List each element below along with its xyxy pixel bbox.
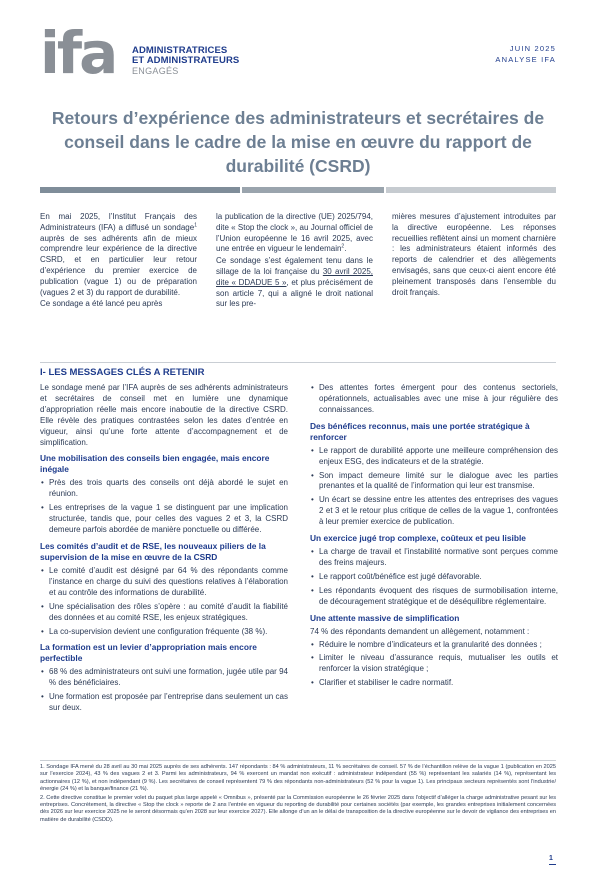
bullet-list [310, 640, 558, 690]
logo-line-3: ENGAGÉS [132, 66, 179, 76]
list-item: • Son impact demeure limité sur le dialogue avec les parties prenantes et la qualité de l’information qui leur est transmise. [310, 471, 558, 493]
list-item: • Un écart se dessine entre les attentes des entreprises des vagues 2 et 3 et le retour plus critique de celles de la vague 1, confrontées à leur premier exercice de publication. [310, 495, 558, 528]
list-item: • Le rapport coût/bénéfice est jugé défavorable. [310, 572, 558, 583]
section-intro: Le sondage mené par l’IFA auprès de ses adhérents administrateurs et secrétaires de conseil met en lumière une dynamique d’appropriation réelle mais encore inaboutie de la directive CSRD. Elle révèle des pratiques contrastées selon les dates d’entrée en vigueur, ainsi qu’une forte attente d’accompagnement et de simplification. [40, 383, 288, 447]
list-item: • Près des trois quarts des conseils ont déjà abordé le sujet en réunion. [40, 478, 288, 500]
list-item: • Les entreprises de la vague 1 se distinguent par une implication structurée, tandis que, pour celles des vagues 2 et 3, la CSRD demeure parfois abordée de manière ponctuelle ou différée. [40, 503, 288, 536]
footnote-ref-2: 2 [341, 243, 345, 250]
bullet-list [310, 446, 558, 528]
logo-line-2: ET ADMINISTRATEURS [132, 55, 240, 66]
list-item: • Réduire le nombre d’indicateurs et la granularité des données ; [310, 640, 558, 651]
footnote-divider [40, 760, 556, 761]
page-title: Retours d’expérience des administrateurs et secrétaires de conseil dans le cadre de la mise en œuvre du rapport de durabilité (CSRD) [51, 108, 545, 176]
date-block [495, 43, 556, 65]
list-item: • 68 % des administrateurs ont suivi une formation, jugée utile par 94 % des bénéficiaires. [40, 667, 288, 689]
page-number: 1 [549, 855, 553, 862]
intro-column-3 [392, 212, 556, 299]
intro-column-1 [40, 212, 197, 311]
list-item: • Une spécialisation des rôles s’opère : au comité d’audit la fiabilité des données et au comité RSE, les enjeux stratégiques. [40, 602, 288, 624]
bullet-list [310, 547, 558, 608]
footnote-2: 2. Cette directive constitue le premier volet du paquet plus large appelé « Omnibus », présenté par la Commission européenne le 26 février 2025 dans l’objectif d’alléger la charge administrative pesant sur les entreprises. Concrètement, la directive « Stop the clock » reporte de 2 ans l’entrée en vigueur du reporting de durabilité pour certaines sociétés (par exemple, les grandes entreprises initialement concernées dès 2026 sur leur exercice 2025 ne le seront désormais qu’en 2028 sur leur exercice 2027). Elle allonge d’un an le délai de transposition de la directive européenne sur le devoir de vigilance des entreprises en matière de durabilité (CSDD). [40, 794, 556, 823]
bullet-list [40, 566, 288, 637]
footnote-ref-1: 1 [194, 222, 197, 229]
publication-date: JUIN 2025 [509, 44, 556, 53]
intro-paragraph: Ce sondage a été lancé peu après [40, 299, 163, 309]
list-item: • Le comité d’audit est désigné par 64 % des répondants comme l’instance en charge du suivi des questions relatives à l’élaboration et au contrôle des informations de durabilité. [40, 566, 288, 599]
divider-bar-2 [242, 187, 384, 193]
publication-series: ANALYSE IFA [495, 55, 556, 64]
subheading: La formation est un levier d’appropriation mais encore perfectible [40, 642, 257, 664]
key-messages-left-column [40, 383, 288, 717]
bullet-list [310, 383, 558, 416]
list-item: • Les répondants évoquent des risques de surmobilisation interne, de découragement stratégique et de déséquilibre réglementaire. [310, 586, 558, 608]
list-item: • Une formation est proposée par l’entreprise dans seulement un cas sur deux. [40, 692, 288, 714]
key-messages-right-column [310, 383, 558, 692]
section-divider [40, 362, 556, 363]
bullet-list [40, 667, 288, 714]
intro-paragraph: mières mesures d’ajustement introduites par la directive européenne. Les réponses recueillies reflètent ainsi un moment charnière : les administrateurs étaient informés des reports de calendrier et des allègements envisagés, sans que ceux-ci aient encore été pleinement transposés dans l’ensemble du droit français. [392, 212, 556, 297]
section-title: I- LES MESSAGES CLÉS A RETENIR [40, 367, 205, 378]
intro-column-2 [216, 212, 373, 311]
subheading-intro: 74 % des répondants demandent un allègement, notamment : [310, 626, 530, 636]
list-item: • Clarifier et stabiliser le cadre normatif. [310, 678, 558, 689]
divider-bar-1 [40, 187, 240, 193]
logo-mark: ifa [40, 19, 116, 87]
subheading: Une mobilisation des conseils bien engagée, mais encore inégale [40, 453, 270, 475]
page-number-underline [549, 864, 556, 865]
intro-paragraph: Ce sondage s’est également tenu dans le sillage de la loi française du 30 avril 2025, dite « DDADUE 5 », et plus précisément de son article 7, qui a aligné le droit national sur les pre- [216, 256, 374, 309]
ddadue-link[interactable]: 30 avril 2025, dite « DDADUE 5 » [216, 266, 373, 287]
intro-paragraph: la publication de la directive (UE) 2025/794, dite « Stop the clock », au Journal officiel de l’Union européenne le 16 avril 2025, avec une entrée en vigueur le lendemain$^2$. [216, 212, 373, 254]
footnote-1: 1. Sondage IFA mené du 28 avril au 30 mai 2025 auprès de ses adhérents. 147 répondants : 84 % administrateurs, 11 % secrétaires de conseil. 57 % de l’échantillon relève de la vague 1 (publication en 2025 sur l’exercice 2024), 43 % des vagues 2 et 3. Parmi les administrateurs, 94 % exercent un mandat non exécutif : administrateur indépendant (55 %) représentant les salariés (14 %), représentant les actionnaires (12 %), et non indépendant (9 %). Les secrétaires de conseil représentent 79 % des répondants non-administrateurs (52 % pour la vague 1). Les principaux secteurs représentés sont l’industrie/énergie (24 %) et la banque/finance (21 %). [40, 764, 556, 793]
list-item: • La charge de travail et l’instabilité normative sont perçues comme des freins majeurs. [310, 547, 558, 569]
subheading: Une attente massive de simplification [310, 612, 460, 623]
list-item: • Des attentes fortes émergent pour des contenus sectoriels, opérationnels, actualisables avec une mise à jour régulière des connaissances. [310, 383, 558, 416]
footnotes [40, 764, 556, 825]
bullet-list [40, 478, 288, 536]
list-item: • Limiter le niveau d’assurance requis, mutualiser les outils et renforcer la vision stratégique ; [310, 653, 558, 675]
divider-bar-3 [386, 187, 556, 193]
intro-paragraph: En mai 2025, l’Institut Français des Administrateurs (IFA) a diffusé un sondage$^1$ auprès de ses adhérents afin de mieux comprendre leur expérience de la directive CSRD, et en particulier leur retour d’expérience du premier exercice de publication (vague 1) ou de préparation (vagues 2 et 3) du rapport de durabilité. [40, 212, 197, 297]
list-item: • La co-supervision devient une configuration fréquente (38 %). [40, 627, 288, 638]
subheading: Les comités d’audit et de RSE, les nouveaux piliers de la supervision de la mise en œuvre de la CSRD [40, 540, 266, 562]
subheading: Des bénéfices reconnus, mais une portée stratégique à renforcer [310, 420, 530, 442]
subheading: Un exercice jugé trop complexe, coûteux et peu lisible [310, 533, 526, 544]
list-item: • Le rapport de durabilité apporte une meilleure compréhension des enjeux ESG, des indicateurs et de la stratégie. [310, 446, 558, 468]
ifa-logo [40, 19, 240, 87]
logo-line-1: ADMINISTRATRICES [132, 45, 228, 56]
